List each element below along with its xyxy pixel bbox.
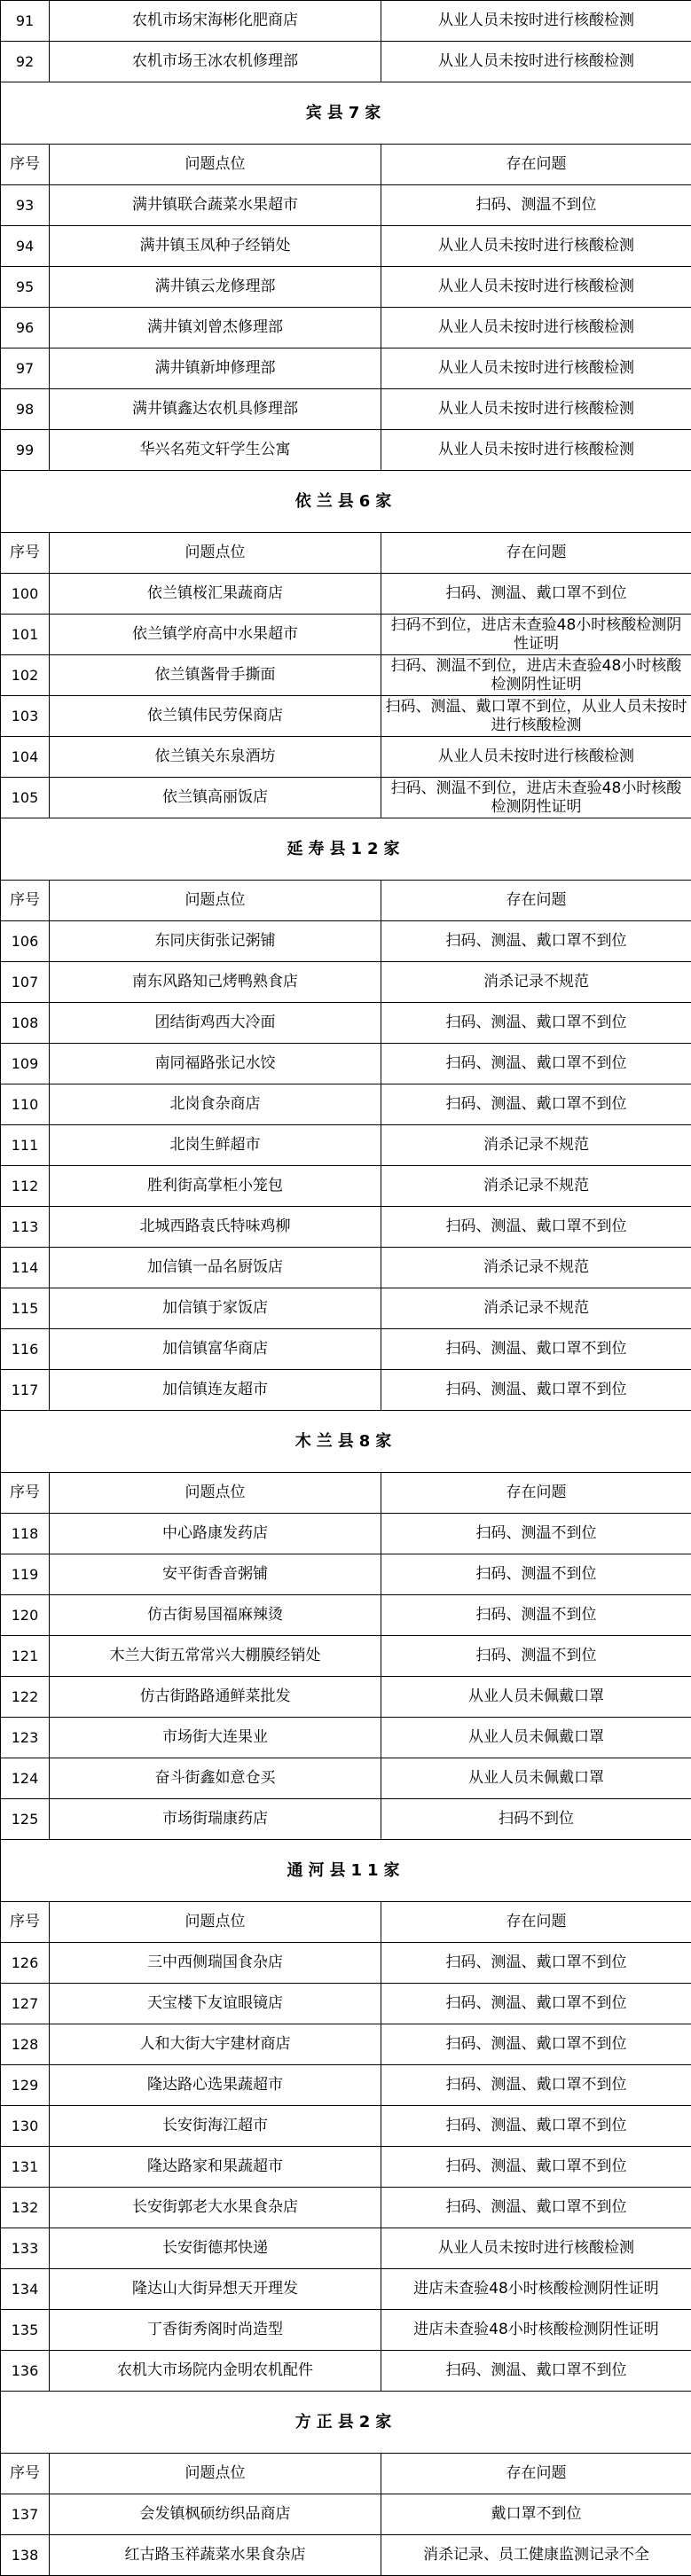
header-issue: 存在问题 [381, 881, 691, 921]
row-issue: 扫码、测温、戴口罩不到位 [381, 1370, 691, 1411]
row-issue: 扫码、测温、戴口罩不到位 [381, 2188, 691, 2228]
row-location: 仿古街路路通鲜菜批发 [50, 1677, 381, 1718]
row-location: 依兰镇桜汇果蔬商店 [50, 574, 381, 615]
row-location: 隆达山大街异想天开理发 [50, 2269, 381, 2310]
row-location: 北岗生鲜超市 [50, 1125, 381, 1166]
header-issue: 存在问题 [381, 2454, 691, 2494]
table-row [1, 1636, 691, 1677]
section-title: 通河县11家 [1, 1840, 691, 1902]
table-row [1, 2269, 691, 2310]
row-location: 安平街香音粥铺 [50, 1554, 381, 1595]
inspection-table-body [1, 1, 691, 2576]
table-row [1, 1677, 691, 1718]
section-title: 依兰县6家 [1, 471, 691, 533]
table-row [1, 962, 691, 1003]
row-seq: 130 [1, 2106, 50, 2147]
row-issue: 从业人员未按时进行核酸检测 [381, 2228, 691, 2269]
row-seq: 132 [1, 2188, 50, 2228]
row-seq: 136 [1, 2351, 50, 2392]
table-row [1, 615, 691, 655]
table-row [1, 1595, 691, 1636]
row-location: 满井镇联合蔬菜水果超市 [50, 185, 381, 226]
row-issue: 进店未查验48小时核酸检测阴性证明 [381, 2310, 691, 2351]
row-seq: 138 [1, 2535, 50, 2576]
table-row [1, 574, 691, 615]
row-location: 北城西路袁氏特味鸡柳 [50, 1207, 381, 1248]
table-row [1, 696, 691, 737]
table-row [1, 1758, 691, 1799]
table-row [1, 2228, 691, 2269]
row-issue: 扫码、测温、戴口罩不到位 [381, 1329, 691, 1370]
row-seq: 96 [1, 308, 50, 348]
row-seq: 107 [1, 962, 50, 1003]
table-row [1, 1984, 691, 2024]
row-issue: 从业人员未佩戴口罩 [381, 1677, 691, 1718]
row-location: 奋斗街鑫如意仓买 [50, 1758, 381, 1799]
row-location: 长安街德邦快递 [50, 2228, 381, 2269]
row-location: 满井镇新坤修理部 [50, 348, 381, 389]
row-location: 长安街海江超市 [50, 2106, 381, 2147]
table-header-row [1, 2454, 691, 2494]
table-row [1, 1799, 691, 1840]
row-location: 市场街瑞康药店 [50, 1799, 381, 1840]
row-issue: 扫码、测温、戴口罩不到位 [381, 1943, 691, 1984]
row-issue: 消杀记录不规范 [381, 1125, 691, 1166]
table-row [1, 1084, 691, 1125]
row-issue: 消杀记录不规范 [381, 1166, 691, 1207]
row-location: 隆达路心选果蔬超市 [50, 2065, 381, 2106]
row-issue: 扫码、测温不到位 [381, 185, 691, 226]
table-header-row [1, 1902, 691, 1943]
county-section-title [1, 471, 691, 533]
row-location: 华兴名苑文轩学生公寓 [50, 430, 381, 471]
row-issue: 扫码、测温、戴口罩不到位 [381, 2351, 691, 2392]
row-seq: 117 [1, 1370, 50, 1411]
table-row [1, 1248, 691, 1288]
table-row [1, 1718, 691, 1758]
row-issue: 扫码、测温、戴口罩不到位 [381, 574, 691, 615]
table-row [1, 389, 691, 430]
row-seq: 92 [1, 42, 50, 82]
table-row [1, 2535, 691, 2576]
row-seq: 126 [1, 1943, 50, 1984]
row-seq: 97 [1, 348, 50, 389]
row-seq: 114 [1, 1248, 50, 1288]
row-seq: 135 [1, 2310, 50, 2351]
row-location: 满井镇玉凤种子经销处 [50, 226, 381, 267]
row-seq: 120 [1, 1595, 50, 1636]
header-location: 问题点位 [50, 1902, 381, 1943]
row-seq: 134 [1, 2269, 50, 2310]
row-seq: 104 [1, 737, 50, 778]
row-location: 满井镇鑫达农机具修理部 [50, 389, 381, 430]
table-row [1, 1125, 691, 1166]
row-issue: 从业人员未按时进行核酸检测 [381, 267, 691, 308]
row-location: 中心路康发药店 [50, 1514, 381, 1554]
row-location: 加信镇一品名厨饭店 [50, 1248, 381, 1288]
row-issue: 消杀记录不规范 [381, 1248, 691, 1288]
table-row [1, 1, 691, 42]
county-section-title [1, 2392, 691, 2454]
row-seq: 103 [1, 696, 50, 737]
row-seq: 121 [1, 1636, 50, 1677]
section-title: 木兰县8家 [1, 1411, 691, 1473]
row-issue: 扫码、测温、戴口罩不到位，从业人员未按时进行核酸检测 [381, 696, 691, 737]
row-issue: 从业人员未按时进行核酸检测 [381, 42, 691, 82]
row-seq: 98 [1, 389, 50, 430]
header-issue: 存在问题 [381, 533, 691, 574]
row-location: 会发镇枫硕纺织品商店 [50, 2494, 381, 2535]
section-title: 延寿县12家 [1, 818, 691, 881]
row-issue: 从业人员未按时进行核酸检测 [381, 389, 691, 430]
table-row [1, 2106, 691, 2147]
row-location: 红古路玉祥蔬菜水果食杂店 [50, 2535, 381, 2576]
row-issue: 扫码、测温不到位 [381, 1554, 691, 1595]
row-location: 长安街郭老大水果食杂店 [50, 2188, 381, 2228]
row-issue: 扫码不到位 [381, 1799, 691, 1840]
row-issue: 扫码、测温、戴口罩不到位 [381, 2106, 691, 2147]
table-row [1, 42, 691, 82]
table-row [1, 2351, 691, 2392]
row-issue: 消杀记录不规范 [381, 1288, 691, 1329]
row-seq: 101 [1, 615, 50, 655]
table-row [1, 226, 691, 267]
table-row [1, 430, 691, 471]
table-row [1, 778, 691, 818]
row-issue: 扫码、测温、戴口罩不到位 [381, 1084, 691, 1125]
table-row [1, 1370, 691, 1411]
row-location: 满井镇刘曾杰修理部 [50, 308, 381, 348]
header-location: 问题点位 [50, 145, 381, 185]
row-seq: 129 [1, 2065, 50, 2106]
row-location: 依兰镇学府高中水果超市 [50, 615, 381, 655]
row-seq: 112 [1, 1166, 50, 1207]
table-row [1, 2147, 691, 2188]
row-issue: 扫码、测温、戴口罩不到位 [381, 921, 691, 962]
table-row [1, 1207, 691, 1248]
row-location: 胜利街高掌柜小笼包 [50, 1166, 381, 1207]
table-row [1, 2310, 691, 2351]
row-seq: 128 [1, 2024, 50, 2065]
row-seq: 100 [1, 574, 50, 615]
row-seq: 106 [1, 921, 50, 962]
row-location: 依兰镇高丽饭店 [50, 778, 381, 818]
row-seq: 115 [1, 1288, 50, 1329]
row-seq: 119 [1, 1554, 50, 1595]
table-row [1, 185, 691, 226]
row-location: 农机市场宋海彬化肥商店 [50, 1, 381, 42]
row-location: 仿古街易国福麻辣烫 [50, 1595, 381, 1636]
header-seq: 序号 [1, 1473, 50, 1514]
row-issue: 从业人员未佩戴口罩 [381, 1758, 691, 1799]
table-row [1, 1329, 691, 1370]
row-issue: 扫码、测温、戴口罩不到位 [381, 1044, 691, 1084]
table-row [1, 1943, 691, 1984]
row-issue: 扫码不到位，进店未查验48小时核酸检测阴性证明 [381, 615, 691, 655]
row-issue: 扫码、测温、戴口罩不到位 [381, 2065, 691, 2106]
row-issue: 扫码、测温、戴口罩不到位 [381, 1003, 691, 1044]
row-seq: 110 [1, 1084, 50, 1125]
row-issue: 消杀记录不规范 [381, 962, 691, 1003]
header-issue: 存在问题 [381, 1473, 691, 1514]
row-seq: 116 [1, 1329, 50, 1370]
row-seq: 122 [1, 1677, 50, 1718]
row-issue: 戴口罩不到位 [381, 2494, 691, 2535]
row-location: 丁香街秀阁时尚造型 [50, 2310, 381, 2351]
row-location: 三中西侧瑞国食杂店 [50, 1943, 381, 1984]
header-location: 问题点位 [50, 533, 381, 574]
header-seq: 序号 [1, 145, 50, 185]
row-location: 南东风路知己烤鸭熟食店 [50, 962, 381, 1003]
row-seq: 111 [1, 1125, 50, 1166]
county-section-title [1, 82, 691, 145]
row-issue: 扫码、测温不到位 [381, 1595, 691, 1636]
row-seq: 131 [1, 2147, 50, 2188]
row-seq: 124 [1, 1758, 50, 1799]
row-location: 东同庆街张记粥铺 [50, 921, 381, 962]
county-section-title [1, 1840, 691, 1902]
header-seq: 序号 [1, 1902, 50, 1943]
row-location: 农机市场王冰农机修理部 [50, 42, 381, 82]
table-row [1, 2188, 691, 2228]
header-location: 问题点位 [50, 1473, 381, 1514]
table-header-row [1, 881, 691, 921]
header-seq: 序号 [1, 2454, 50, 2494]
row-issue: 从业人员未按时进行核酸检测 [381, 430, 691, 471]
table-row [1, 921, 691, 962]
row-issue: 从业人员未按时进行核酸检测 [381, 737, 691, 778]
row-location: 木兰大街五常常兴大棚膜经销处 [50, 1636, 381, 1677]
row-issue: 消杀记录、员工健康监测记录不全 [381, 2535, 691, 2576]
row-seq: 123 [1, 1718, 50, 1758]
row-location: 依兰镇关东泉酒坊 [50, 737, 381, 778]
row-seq: 95 [1, 267, 50, 308]
row-location: 南同福路张记水饺 [50, 1044, 381, 1084]
header-location: 问题点位 [50, 2454, 381, 2494]
table-row [1, 308, 691, 348]
section-title: 方正县2家 [1, 2392, 691, 2454]
row-location: 依兰镇伟民劳保商店 [50, 696, 381, 737]
row-location: 团结街鸡西大冷面 [50, 1003, 381, 1044]
row-location: 北岗食杂商店 [50, 1084, 381, 1125]
row-location: 加信镇于家饭店 [50, 1288, 381, 1329]
table-row [1, 2024, 691, 2065]
row-issue: 扫码、测温不到位 [381, 1636, 691, 1677]
header-seq: 序号 [1, 533, 50, 574]
row-seq: 93 [1, 185, 50, 226]
row-seq: 125 [1, 1799, 50, 1840]
header-location: 问题点位 [50, 881, 381, 921]
row-issue: 扫码、测温不到位 [381, 1514, 691, 1554]
header-issue: 存在问题 [381, 145, 691, 185]
row-location: 满井镇云龙修理部 [50, 267, 381, 308]
row-issue: 扫码、测温、戴口罩不到位 [381, 2024, 691, 2065]
row-issue: 进店未查验48小时核酸检测阴性证明 [381, 2269, 691, 2310]
row-location: 加信镇连友超市 [50, 1370, 381, 1411]
row-location: 隆达路家和果蔬超市 [50, 2147, 381, 2188]
table-header-row [1, 1473, 691, 1514]
row-location: 加信镇富华商店 [50, 1329, 381, 1370]
row-seq: 108 [1, 1003, 50, 1044]
row-issue: 扫码、测温、戴口罩不到位 [381, 1984, 691, 2024]
table-row [1, 737, 691, 778]
table-row [1, 2494, 691, 2535]
row-seq: 127 [1, 1984, 50, 2024]
row-issue: 从业人员未按时进行核酸检测 [381, 226, 691, 267]
row-seq: 113 [1, 1207, 50, 1248]
county-section-title [1, 1411, 691, 1473]
row-issue: 从业人员未佩戴口罩 [381, 1718, 691, 1758]
row-issue: 从业人员未按时进行核酸检测 [381, 308, 691, 348]
table-row [1, 1288, 691, 1329]
row-issue: 扫码、测温不到位，进店未查验48小时核酸检测阴性证明 [381, 655, 691, 696]
row-seq: 105 [1, 778, 50, 818]
row-location: 天宝楼下友谊眼镜店 [50, 1984, 381, 2024]
table-row [1, 1514, 691, 1554]
table-row [1, 267, 691, 308]
table-row [1, 655, 691, 696]
table-row [1, 1554, 691, 1595]
row-issue: 扫码、测温、戴口罩不到位 [381, 1207, 691, 1248]
table-row [1, 1003, 691, 1044]
row-seq: 109 [1, 1044, 50, 1084]
row-seq: 133 [1, 2228, 50, 2269]
row-seq: 118 [1, 1514, 50, 1554]
row-location: 依兰镇酱骨手撕面 [50, 655, 381, 696]
row-seq: 102 [1, 655, 50, 696]
table-row [1, 1044, 691, 1084]
row-location: 农机大市场院内金明农机配件 [50, 2351, 381, 2392]
row-location: 市场街大连果业 [50, 1718, 381, 1758]
table-header-row [1, 533, 691, 574]
row-issue: 扫码、测温不到位，进店未查验48小时核酸检测阴性证明 [381, 778, 691, 818]
table-row [1, 348, 691, 389]
row-seq: 94 [1, 226, 50, 267]
header-issue: 存在问题 [381, 1902, 691, 1943]
row-seq: 91 [1, 1, 50, 42]
table-row [1, 1166, 691, 1207]
county-section-title [1, 818, 691, 881]
row-issue: 扫码、测温、戴口罩不到位 [381, 2147, 691, 2188]
row-seq: 137 [1, 2494, 50, 2535]
header-seq: 序号 [1, 881, 50, 921]
table-header-row [1, 145, 691, 185]
row-location: 人和大街大宇建材商店 [50, 2024, 381, 2065]
row-seq: 99 [1, 430, 50, 471]
row-issue: 从业人员未按时进行核酸检测 [381, 348, 691, 389]
row-issue: 从业人员未按时进行核酸检测 [381, 1, 691, 42]
table-row [1, 2065, 691, 2106]
section-title: 宾县7家 [1, 82, 691, 145]
